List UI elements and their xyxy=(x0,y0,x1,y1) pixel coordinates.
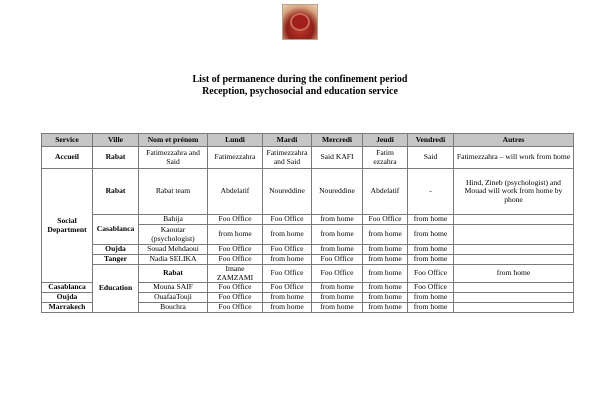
name-cell: Rabat team xyxy=(139,169,208,215)
city-cell: Rabat xyxy=(139,265,208,283)
city-cell: Rabat xyxy=(93,169,139,215)
day-cell: Foo Office xyxy=(312,255,363,265)
service-cell: Education xyxy=(93,265,139,313)
other-cell: Hind, Zineb (psychologist) and Mouad will work from home by phone xyxy=(454,169,574,215)
other-cell xyxy=(454,225,574,245)
table-row xyxy=(42,265,574,283)
city-cell: Casablanca xyxy=(93,215,139,245)
day-cell: from home xyxy=(363,293,408,303)
day-cell: Fatim ezzahra xyxy=(363,147,408,169)
other-cell xyxy=(454,255,574,265)
table-row xyxy=(42,245,574,255)
table-row xyxy=(42,255,574,265)
col-header-lundi: Lundi xyxy=(208,134,263,147)
day-cell: Foo Office xyxy=(263,245,312,255)
day-cell: Noureddine xyxy=(312,169,363,215)
day-cell: Fatimezzahra and Said xyxy=(263,147,312,169)
service-cell: Social Department xyxy=(42,169,93,283)
day-cell: - xyxy=(408,169,454,215)
day-cell: Foo Office xyxy=(208,245,263,255)
day-cell: from home xyxy=(363,265,408,283)
col-header-nom: Nom et prénom xyxy=(139,134,208,147)
other-cell xyxy=(454,293,574,303)
document-subtitle: Reception, psychosocial and education service xyxy=(202,86,398,97)
city-cell: Oujda xyxy=(93,245,139,255)
day-cell: from home xyxy=(363,225,408,245)
day-cell: Foo Office xyxy=(263,215,312,225)
day-cell: from home xyxy=(408,255,454,265)
other-cell xyxy=(454,283,574,293)
day-cell: Foo Office xyxy=(363,215,408,225)
day-cell: from home xyxy=(263,303,312,313)
day-cell: from home xyxy=(408,303,454,313)
day-cell: from home xyxy=(363,303,408,313)
other-cell xyxy=(454,215,574,225)
day-cell: from home xyxy=(363,283,408,293)
name-cell: Mouna SAIF xyxy=(139,283,208,293)
city-cell: Rabat xyxy=(93,147,139,169)
col-header-ville: Ville xyxy=(93,134,139,147)
name-cell: Fatimezzahra and Said xyxy=(139,147,208,169)
day-cell: from home xyxy=(263,225,312,245)
day-cell: from home xyxy=(408,225,454,245)
day-cell: from home xyxy=(312,215,363,225)
day-cell: Said xyxy=(408,147,454,169)
document-title: List of permanence during the confinement period xyxy=(192,74,408,85)
city-cell: Oujda xyxy=(42,293,93,303)
name-cell: OuafaaTouji xyxy=(139,293,208,303)
day-cell: from home xyxy=(263,255,312,265)
day-cell: from home xyxy=(408,245,454,255)
other-cell xyxy=(454,245,574,255)
day-cell: from home xyxy=(408,293,454,303)
day-cell: Foo Office xyxy=(263,265,312,283)
day-cell: from home xyxy=(408,215,454,225)
day-cell: Foo Office xyxy=(312,265,363,283)
day-cell: from home xyxy=(363,255,408,265)
other-cell xyxy=(454,303,574,313)
service-cell: Accueil xyxy=(42,147,93,169)
name-cell: Nadia SELIKA xyxy=(139,255,208,265)
col-header-autres: Autres xyxy=(454,134,574,147)
permanence-table xyxy=(41,133,574,313)
name-cell: Bouchra xyxy=(139,303,208,313)
city-cell: Tanger xyxy=(93,255,139,265)
day-cell: from home xyxy=(312,303,363,313)
day-cell: Foo Office xyxy=(408,265,454,283)
day-cell: from home xyxy=(312,283,363,293)
day-cell: Abdelatif xyxy=(208,169,263,215)
day-cell: Fatimezzahra xyxy=(208,147,263,169)
other-cell: Fatimezzahra – will work from home xyxy=(454,147,574,169)
day-cell: from home xyxy=(312,225,363,245)
organization-logo xyxy=(282,4,318,40)
day-cell: Foo Office xyxy=(208,283,263,293)
city-cell: Casablanca xyxy=(42,283,93,293)
col-header-mercredi: Mercredi xyxy=(312,134,363,147)
table-row xyxy=(42,147,574,169)
day-cell: Noureddine xyxy=(263,169,312,215)
day-cell: Said KAFI xyxy=(312,147,363,169)
day-cell: from home xyxy=(208,225,263,245)
day-cell: Foo Office xyxy=(208,255,263,265)
name-cell: Imane ZAMZAMI xyxy=(208,265,263,283)
name-cell: Bahija xyxy=(139,215,208,225)
day-cell: Abdelatif xyxy=(363,169,408,215)
day-cell: Foo Office xyxy=(208,303,263,313)
col-header-mardi: Mardi xyxy=(263,134,312,147)
day-cell: Foo Office xyxy=(208,293,263,303)
day-cell: from home xyxy=(312,293,363,303)
city-cell: Marrakech xyxy=(42,303,93,313)
col-header-jeudi: Jeudi xyxy=(363,134,408,147)
day-cell: from home xyxy=(454,265,574,283)
day-cell: Foo Office xyxy=(208,215,263,225)
day-cell: from home xyxy=(363,245,408,255)
day-cell: Foo Office xyxy=(263,283,312,293)
header-row xyxy=(42,134,574,147)
name-cell: Souad Mehdaoui xyxy=(139,245,208,255)
day-cell: Foo Office xyxy=(408,283,454,293)
table-row xyxy=(42,215,574,225)
name-cell: Kaoutar (psychologist) xyxy=(139,225,208,245)
col-header-service: Service xyxy=(42,134,93,147)
col-header-vendredi: Vendredi xyxy=(408,134,454,147)
day-cell: from home xyxy=(312,245,363,255)
day-cell: from home xyxy=(263,293,312,303)
table-row xyxy=(42,169,574,215)
